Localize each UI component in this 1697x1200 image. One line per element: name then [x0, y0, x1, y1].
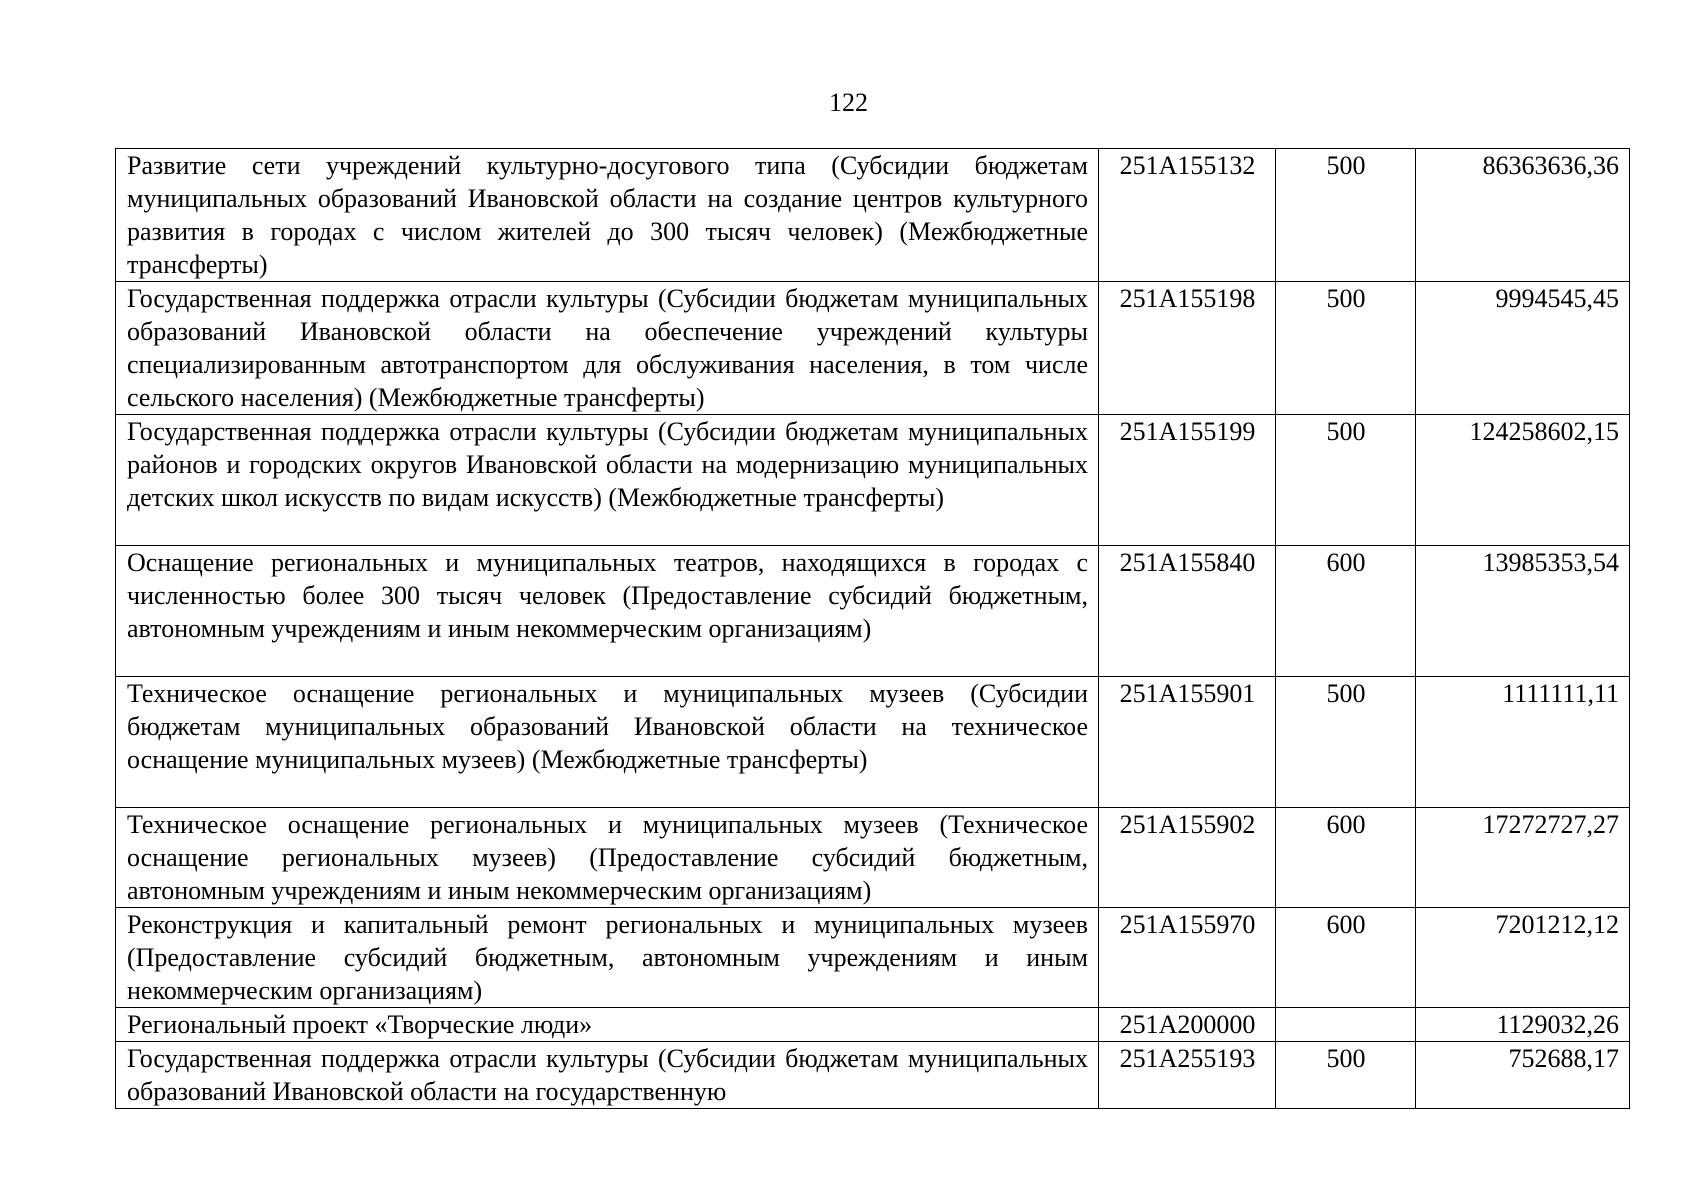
row-sum: 124258602,15: [1416, 415, 1630, 546]
row-sum: 752688,17: [1416, 1042, 1630, 1109]
row-name: Развитие сети учреждений культурно-досугового типа (Субсидии бюджетам муниципальных образований Ивановской области на создание центров культурного развития в городах с числом жителей до 300 тысяч человек) (Межбюджетные трансферты): [116, 149, 1099, 282]
row-vr-code: 500: [1276, 282, 1416, 415]
row-sum: 86363636,36: [1416, 149, 1630, 282]
table-row: [116, 546, 1630, 677]
row-vr-code: 600: [1276, 808, 1416, 908]
row-sum: 13985353,54: [1416, 546, 1630, 677]
row-sum: 7201212,12: [1416, 908, 1630, 1008]
table-row: [116, 415, 1630, 546]
budget-table: [115, 148, 1630, 1109]
row-name: Государственная поддержка отрасли культуры (Субсидии бюджетам муниципальных образований Ивановской области на обеспечение учреждений культуры специализированным автотранспортом для обслуживания населения, в том числе сельского населения) (Межбюджетные трансферты): [116, 282, 1099, 415]
row-vr-code: 500: [1276, 677, 1416, 808]
row-name: Реконструкция и капитальный ремонт региональных и муниципальных музеев (Предоставление субсидий бюджетным, автономным учреждениям и иным некоммерческим организациям): [116, 908, 1099, 1008]
table-row: [116, 282, 1630, 415]
row-name: Оснащение региональных и муниципальных театров, находящихся в городах с численностью более 300 тысяч человек (Предоставление субсидий бюджетным, автономным учреждениям и иным некоммерческим организациям): [116, 546, 1099, 677]
table-row: [116, 1008, 1630, 1042]
row-vr-code: 500: [1276, 1042, 1416, 1109]
table-row: [116, 908, 1630, 1008]
table-row: [116, 1042, 1630, 1109]
row-vr-code: 600: [1276, 546, 1416, 677]
row-sum: 9994545,45: [1416, 282, 1630, 415]
row-csr-code: 251А155902: [1099, 808, 1276, 908]
table-row: [116, 808, 1630, 908]
page-number: 122: [829, 88, 868, 117]
row-name: Государственная поддержка отрасли культуры (Субсидии бюджетам муниципальных образований Ивановской области на государственную: [116, 1042, 1099, 1109]
row-csr-code: 251А155132: [1099, 149, 1276, 282]
row-vr-code: 600: [1276, 908, 1416, 1008]
row-csr-code: 251А155840: [1099, 546, 1276, 677]
row-csr-code: 251А200000: [1099, 1008, 1276, 1042]
row-name: Региональный проект «Творческие люди»: [116, 1008, 1099, 1042]
row-vr-code: 500: [1276, 149, 1416, 282]
row-csr-code: 251А155198: [1099, 282, 1276, 415]
row-csr-code: 251А155970: [1099, 908, 1276, 1008]
row-name: Техническое оснащение региональных и муниципальных музеев (Техническое оснащение региональных музеев) (Предоставление субсидий бюджетным, автономным учреждениям и иным некоммерческим организациям): [116, 808, 1099, 908]
table-row: [116, 149, 1630, 282]
row-vr-code: 500: [1276, 415, 1416, 546]
row-csr-code: 251А255193: [1099, 1042, 1276, 1109]
row-csr-code: 251А155901: [1099, 677, 1276, 808]
row-name: Техническое оснащение региональных и муниципальных музеев (Субсидии бюджетам муниципальных образований Ивановской области на техническое оснащение муниципальных музеев) (Межбюджетные трансферты): [116, 677, 1099, 808]
row-sum: 17272727,27: [1416, 808, 1630, 908]
row-sum: 1111111,11: [1416, 677, 1630, 808]
row-csr-code: 251А155199: [1099, 415, 1276, 546]
row-name: Государственная поддержка отрасли культуры (Субсидии бюджетам муниципальных районов и городских округов Ивановской области на модернизацию муниципальных детских школ искусств по видам искусств) (Межбюджетные трансферты): [116, 415, 1099, 546]
row-sum: 1129032,26: [1416, 1008, 1630, 1042]
table-row: [116, 677, 1630, 808]
row-vr-code: [1276, 1008, 1416, 1042]
